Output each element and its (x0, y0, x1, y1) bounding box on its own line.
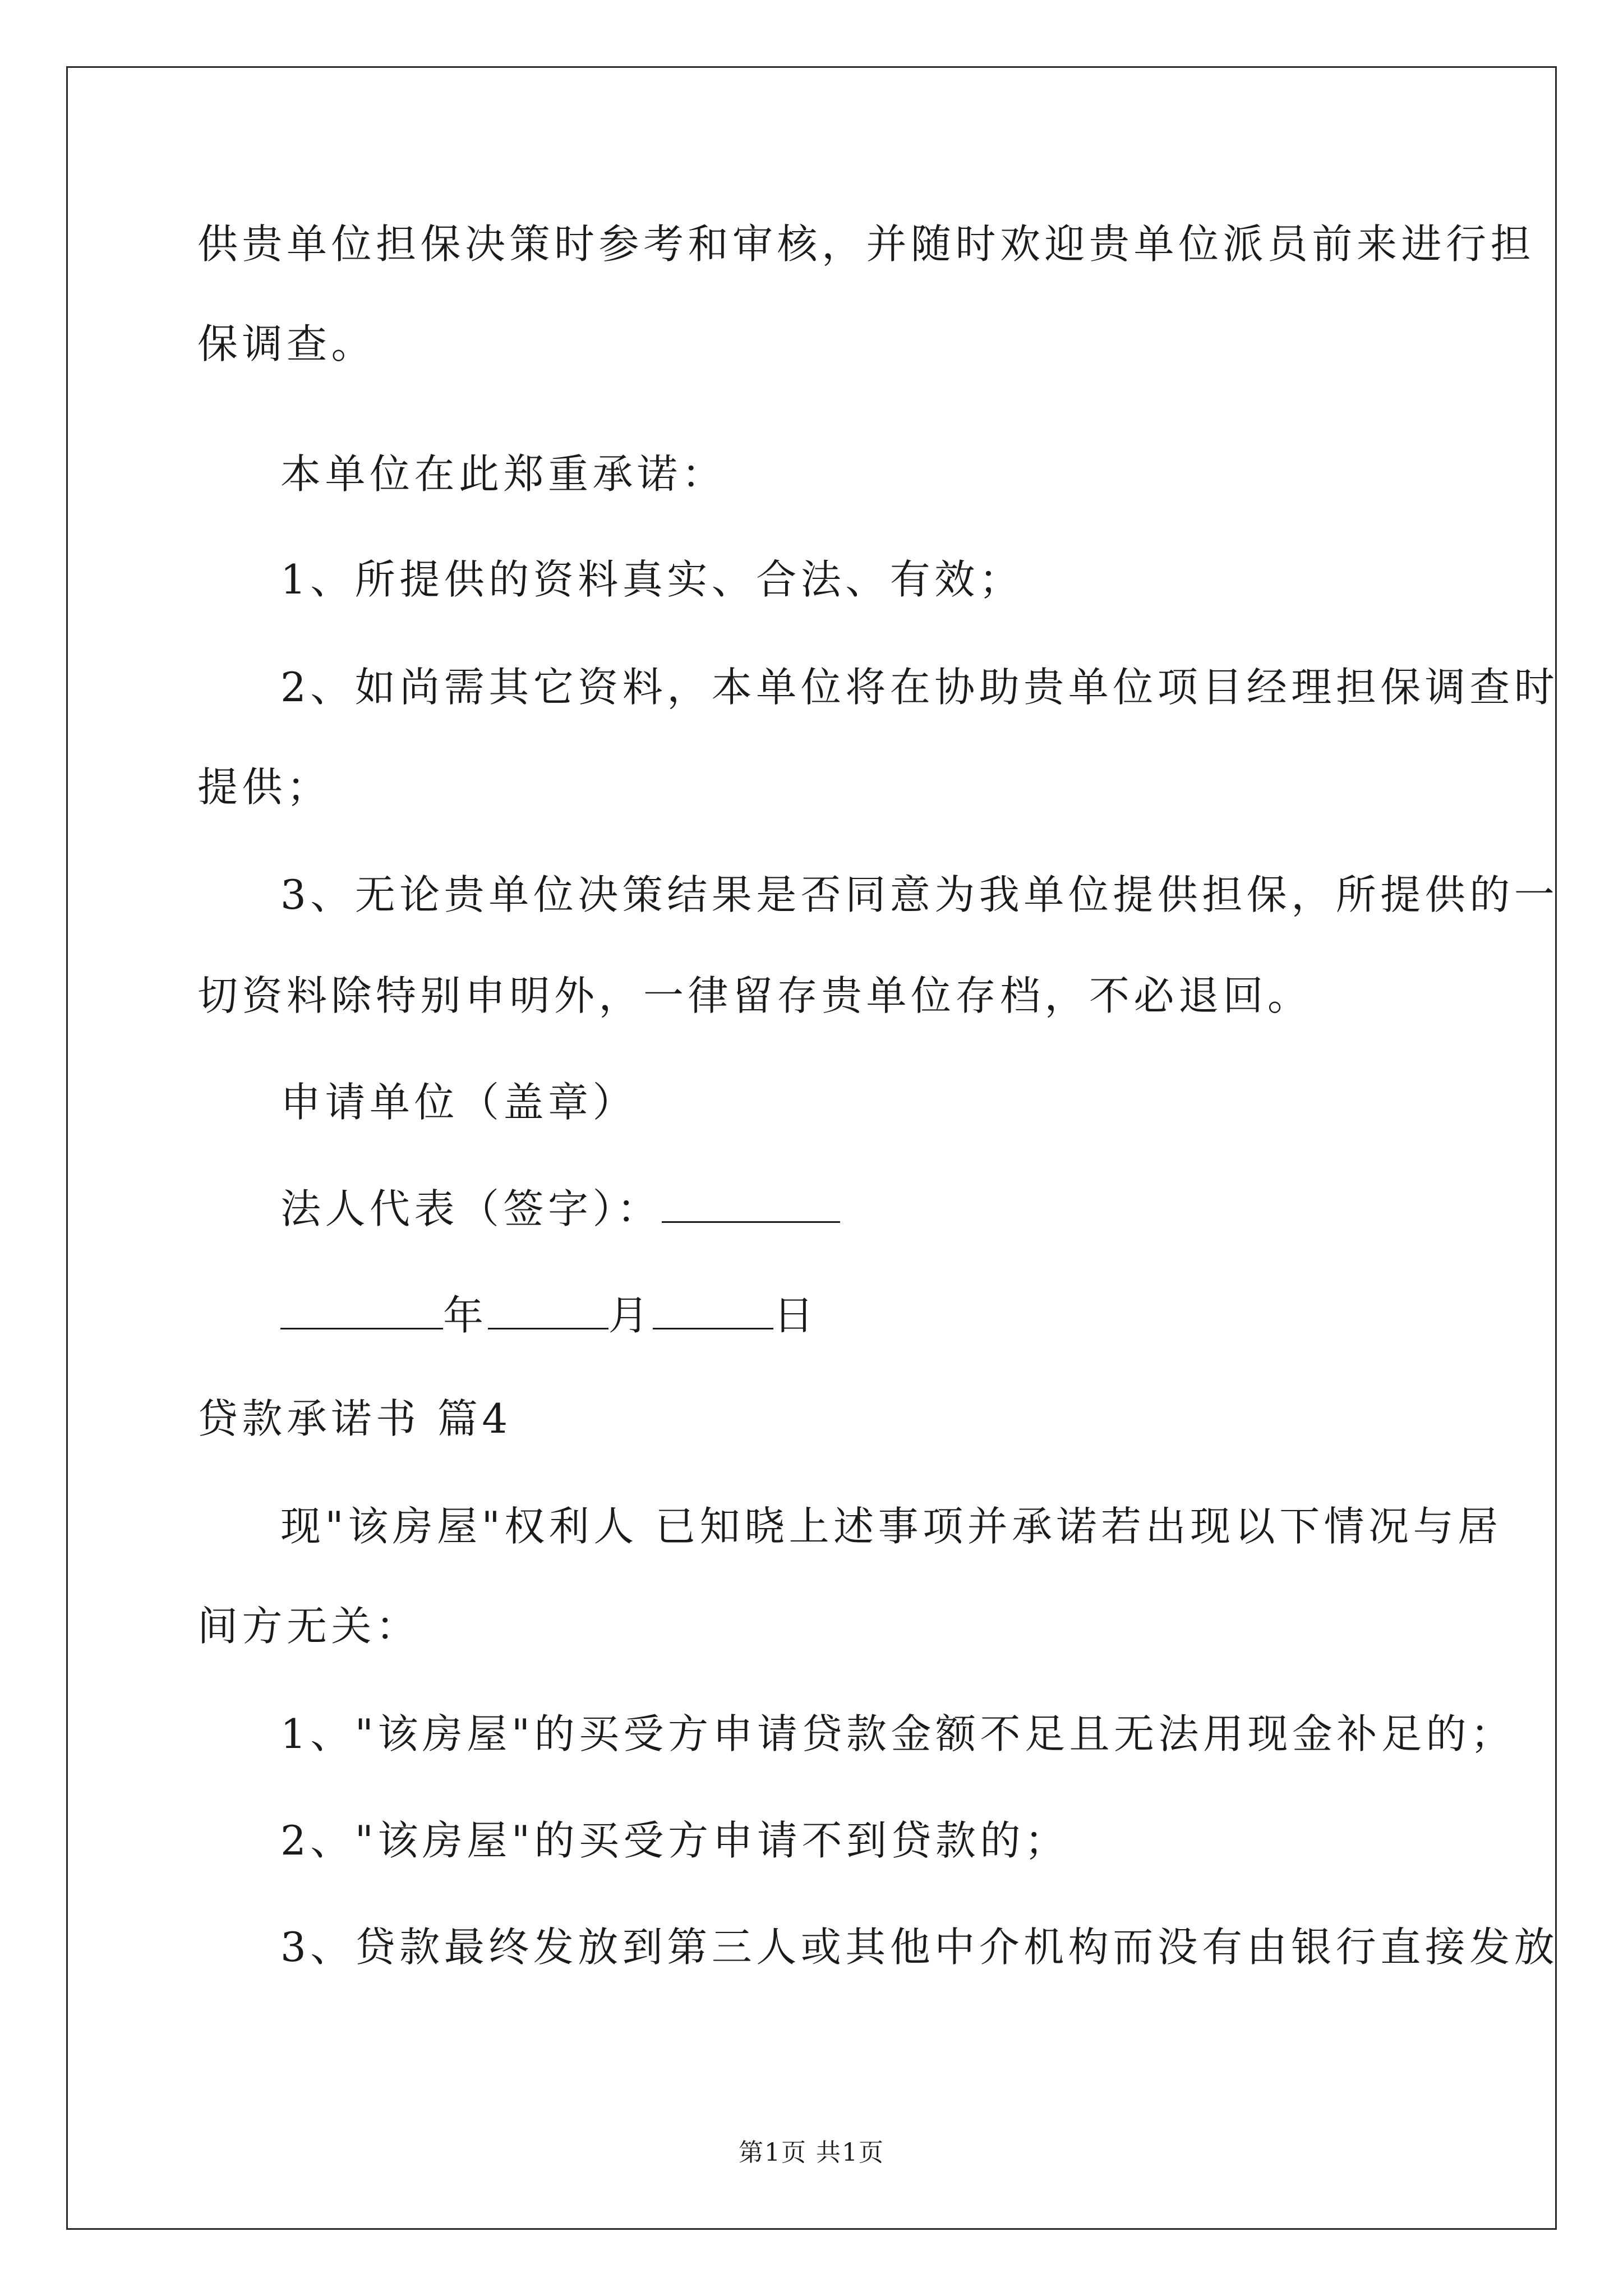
signature-line (280, 1178, 840, 1240)
day-label: 日 (773, 1292, 818, 1339)
paragraph-line: 间方无关： (197, 1603, 421, 1650)
page-border (66, 66, 1557, 2230)
list-item: 2、"该房屋"的买受方申请不到贷款的； (280, 1817, 1069, 1864)
list-item: 1、"该房屋"的买受方申请贷款金额不足且无法用现金补足的； (280, 1710, 1515, 1757)
paragraph-line: 保调查。 (197, 320, 376, 367)
applicant-label: 申请单位（盖章） (280, 1079, 638, 1126)
day-blank[interactable] (653, 1291, 773, 1329)
year-blank[interactable] (280, 1291, 443, 1329)
signature-label: 法人代表（签字）： (280, 1185, 662, 1232)
paragraph-line: 切资料除特别申明外，一律留存贵单位存档，不必退回。 (197, 972, 1312, 1019)
list-item: 2、如尚需其它资料，本单位将在协助贵单位项目经理担保调查时 (280, 664, 1559, 711)
list-item: 1、所提供的资料真实、合法、有效； (280, 556, 1024, 603)
year-label: 年 (443, 1292, 488, 1339)
page-footer: 第1页 共1页 (739, 2138, 884, 2167)
list-item: 3、无论贵单位决策结果是否同意为我单位提供担保，所提供的一 (280, 871, 1559, 918)
list-item: 3、贷款最终发放到第三人或其他中介机构而没有由银行直接发放 (280, 1924, 1559, 1971)
month-blank[interactable] (488, 1291, 608, 1329)
paragraph-line: 供贵单位担保决策时参考和审核，并随时欢迎贵单位派员前来进行担 (197, 220, 1536, 268)
section-heading: 贷款承诺书 篇4 (197, 1395, 512, 1442)
month-label: 月 (608, 1292, 653, 1339)
paragraph-line: 本单位在此郑重承诺： (280, 450, 727, 498)
signature-blank[interactable] (662, 1184, 840, 1223)
date-line (280, 1285, 818, 1346)
paragraph-line: 现"该房屋"权利人 已知晓上述事项并承诺若出现以下情况与居 (280, 1503, 1502, 1550)
paragraph-line: 提供； (197, 763, 331, 811)
